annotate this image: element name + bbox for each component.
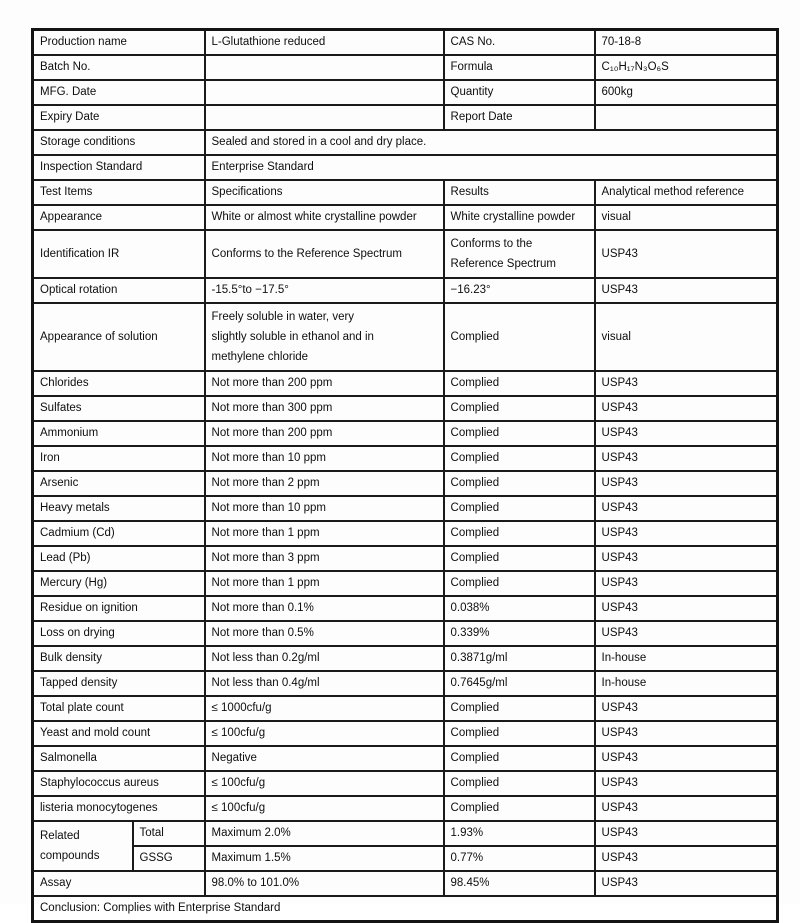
- result-cell: Complied: [444, 721, 595, 746]
- test-item-cell: listeria monocytogenes: [33, 796, 205, 821]
- test-row-optical-rotation: [33, 278, 778, 303]
- sub-item-cell: GSSG: [133, 846, 205, 871]
- spec-cell: ≤ 100cfu/g: [205, 796, 444, 821]
- test-item-cell: Loss on drying: [33, 621, 205, 646]
- method-cell: USP43: [595, 621, 778, 646]
- test-item-cell: Appearance of solution: [33, 303, 205, 371]
- sub-item-cell: Total: [133, 821, 205, 846]
- method-cell: USP43: [595, 846, 778, 871]
- storage-conditions-row: [33, 130, 778, 155]
- result-cell: Complied: [444, 796, 595, 821]
- test-item-cell: Assay: [33, 871, 205, 896]
- test-row-arsenic: [33, 471, 778, 496]
- column-header-results: Results: [444, 180, 595, 205]
- info-value: [595, 105, 778, 130]
- test-item-cell: Mercury (Hg): [33, 571, 205, 596]
- spec-cell: ≤ 100cfu/g: [205, 721, 444, 746]
- method-cell: USP43: [595, 771, 778, 796]
- spec-cell: [205, 303, 444, 371]
- info-value: C₁₀H₁₇N₃O₆S: [595, 55, 778, 80]
- info-label: Inspection Standard: [33, 155, 205, 180]
- method-cell: USP43: [595, 721, 778, 746]
- result-cell: −16.23°: [444, 278, 595, 303]
- method-cell: USP43: [595, 421, 778, 446]
- test-item-cell: Salmonella: [33, 746, 205, 771]
- method-cell: USP43: [595, 821, 778, 846]
- method-cell: USP43: [595, 746, 778, 771]
- spec-cell: Maximum 2.0%: [205, 821, 444, 846]
- info-row-expiry-date: [33, 105, 778, 130]
- info-label: MFG. Date: [33, 80, 205, 105]
- result-cell: Complied: [444, 396, 595, 421]
- result-cell: Complied: [444, 771, 595, 796]
- result-cell: Complied: [444, 746, 595, 771]
- spec-cell: Not less than 0.4g/ml: [205, 671, 444, 696]
- group-label-line: compounds: [40, 850, 100, 862]
- test-item-cell: Ammonium: [33, 421, 205, 446]
- info-label: Storage conditions: [33, 130, 205, 155]
- info-value: 70-18-8: [595, 30, 778, 56]
- method-cell: USP43: [595, 230, 778, 278]
- result-cell: 0.7645g/ml: [444, 671, 595, 696]
- method-cell: USP43: [595, 596, 778, 621]
- info-value: Enterprise Standard: [205, 155, 778, 180]
- info-value: [205, 80, 444, 105]
- spec-cell: ≤ 1000cfu/g: [205, 696, 444, 721]
- test-row-heavy-metals: [33, 496, 778, 521]
- method-cell: In-house: [595, 671, 778, 696]
- info-label: Quantity: [444, 80, 595, 105]
- column-header-test-items: Test Items: [33, 180, 205, 205]
- spec-cell: Not more than 10 ppm: [205, 496, 444, 521]
- test-row-listeria-monocytogenes: [33, 796, 778, 821]
- info-row-production: [33, 30, 778, 56]
- result-cell: 0.3871g/ml: [444, 646, 595, 671]
- method-cell: USP43: [595, 571, 778, 596]
- test-item-cell: Bulk density: [33, 646, 205, 671]
- spec-cell: Negative: [205, 746, 444, 771]
- result-cell: White crystalline powder: [444, 205, 595, 230]
- result-line: Reference Spectrum: [450, 258, 556, 270]
- test-row-chlorides: [33, 371, 778, 396]
- column-header-row: [33, 180, 778, 205]
- test-item-cell: Appearance: [33, 205, 205, 230]
- test-item-cell: Lead (Pb): [33, 546, 205, 571]
- result-cell: 1.93%: [444, 821, 595, 846]
- spec-cell: 98.0% to 101.0%: [205, 871, 444, 896]
- info-label: Expiry Date: [33, 105, 205, 130]
- spec-cell: Not more than 2 ppm: [205, 471, 444, 496]
- test-row-loss-on-drying: [33, 621, 778, 646]
- method-cell: USP43: [595, 871, 778, 896]
- info-value: [205, 105, 444, 130]
- test-row-related-total: [33, 821, 778, 846]
- result-cell: Complied: [444, 421, 595, 446]
- info-value: [205, 55, 444, 80]
- spec-cell: Not more than 1 ppm: [205, 521, 444, 546]
- column-header-method: Analytical method reference: [595, 180, 778, 205]
- test-item-cell: Cadmium (Cd): [33, 521, 205, 546]
- test-row-salmonella: [33, 746, 778, 771]
- method-cell: In-house: [595, 646, 778, 671]
- info-label: Production name: [33, 30, 205, 56]
- test-row-mercury: [33, 571, 778, 596]
- spec-cell: Not more than 10 ppm: [205, 446, 444, 471]
- spec-cell: Not more than 200 ppm: [205, 371, 444, 396]
- conclusion-cell: Conclusion: Complies with Enterprise Standard: [33, 896, 778, 922]
- test-item-cell: Heavy metals: [33, 496, 205, 521]
- result-cell: Complied: [444, 546, 595, 571]
- test-item-cell: Sulfates: [33, 396, 205, 421]
- test-item-cell: Total plate count: [33, 696, 205, 721]
- test-item-cell: Iron: [33, 446, 205, 471]
- test-row-bulk-density: [33, 646, 778, 671]
- info-label: Batch No.: [33, 55, 205, 80]
- test-row-assay: [33, 871, 778, 896]
- spec-cell: Maximum 1.5%: [205, 846, 444, 871]
- method-cell: USP43: [595, 278, 778, 303]
- spec-cell: ≤ 100cfu/g: [205, 771, 444, 796]
- info-value: L-Glutathione reduced: [205, 30, 444, 56]
- test-row-staphylococcus-aureus: [33, 771, 778, 796]
- column-header-specifications: Specifications: [205, 180, 444, 205]
- method-cell: USP43: [595, 471, 778, 496]
- info-row-batch: [33, 55, 778, 80]
- spec-cell: Conforms to the Reference Spectrum: [205, 230, 444, 278]
- result-cell: Complied: [444, 446, 595, 471]
- info-label: Formula: [444, 55, 595, 80]
- result-cell: Complied: [444, 471, 595, 496]
- spec-cell: Not more than 0.5%: [205, 621, 444, 646]
- result-cell: Complied: [444, 496, 595, 521]
- test-row-cadmium: [33, 521, 778, 546]
- info-value: 600kg: [595, 80, 778, 105]
- test-row-appearance: [33, 205, 778, 230]
- result-cell: Complied: [444, 521, 595, 546]
- result-cell: 0.038%: [444, 596, 595, 621]
- result-cell: 0.77%: [444, 846, 595, 871]
- test-row-sulfates: [33, 396, 778, 421]
- method-cell: USP43: [595, 371, 778, 396]
- test-row-total-plate-count: [33, 696, 778, 721]
- inspection-standard-row: [33, 155, 778, 180]
- spec-cell: Not more than 0.1%: [205, 596, 444, 621]
- test-row-residue-on-ignition: [33, 596, 778, 621]
- result-cell: Complied: [444, 696, 595, 721]
- method-cell: USP43: [595, 521, 778, 546]
- test-item-cell: Arsenic: [33, 471, 205, 496]
- group-label-line: Related: [40, 830, 80, 842]
- spec-cell: White or almost white crystalline powder: [205, 205, 444, 230]
- test-row-iron: [33, 446, 778, 471]
- test-row-ammonium: [33, 421, 778, 446]
- method-cell: USP43: [595, 696, 778, 721]
- test-row-appearance-of-solution: [33, 303, 778, 371]
- result-cell: Complied: [444, 303, 595, 371]
- result-cell: Complied: [444, 371, 595, 396]
- test-item-cell: Tapped density: [33, 671, 205, 696]
- method-cell: USP43: [595, 796, 778, 821]
- spec-cell: Not more than 1 ppm: [205, 571, 444, 596]
- spec-line: slightly soluble in ethanol and in: [211, 331, 374, 343]
- result-line: Conforms to the: [450, 238, 533, 250]
- spec-cell: -15.5°to −17.5°: [205, 278, 444, 303]
- method-cell: USP43: [595, 446, 778, 471]
- info-label: CAS No.: [444, 30, 595, 56]
- spec-cell: Not more than 200 ppm: [205, 421, 444, 446]
- test-item-cell: Chlorides: [33, 371, 205, 396]
- spec-cell: Not more than 3 ppm: [205, 546, 444, 571]
- result-cell: [444, 230, 595, 278]
- method-cell: USP43: [595, 496, 778, 521]
- conclusion-row: [33, 896, 778, 922]
- method-cell: USP43: [595, 546, 778, 571]
- result-cell: Complied: [444, 571, 595, 596]
- info-value: Sealed and stored in a cool and dry place.: [205, 130, 778, 155]
- test-item-cell: Yeast and mold count: [33, 721, 205, 746]
- test-row-tapped-density: [33, 671, 778, 696]
- info-label: Report Date: [444, 105, 595, 130]
- test-row-related-gssg: [33, 846, 778, 871]
- test-item-cell: Optical rotation: [33, 278, 205, 303]
- method-cell: USP43: [595, 396, 778, 421]
- test-item-cell: Identification IR: [33, 230, 205, 278]
- test-item-cell: Residue on ignition: [33, 596, 205, 621]
- coa-table: [31, 28, 779, 923]
- spec-line: Freely soluble in water, very: [211, 311, 355, 323]
- method-cell: visual: [595, 303, 778, 371]
- method-cell: visual: [595, 205, 778, 230]
- test-row-identification-ir: [33, 230, 778, 278]
- spec-cell: Not less than 0.2g/ml: [205, 646, 444, 671]
- info-row-mfg-date: [33, 80, 778, 105]
- related-compounds-group-cell: [33, 821, 133, 871]
- test-row-lead: [33, 546, 778, 571]
- result-cell: 0.339%: [444, 621, 595, 646]
- result-cell: 98.45%: [444, 871, 595, 896]
- spec-cell: Not more than 300 ppm: [205, 396, 444, 421]
- test-item-cell: Staphylococcus aureus: [33, 771, 205, 796]
- spec-line: methylene chloride: [211, 351, 309, 363]
- test-row-yeast-and-mold: [33, 721, 778, 746]
